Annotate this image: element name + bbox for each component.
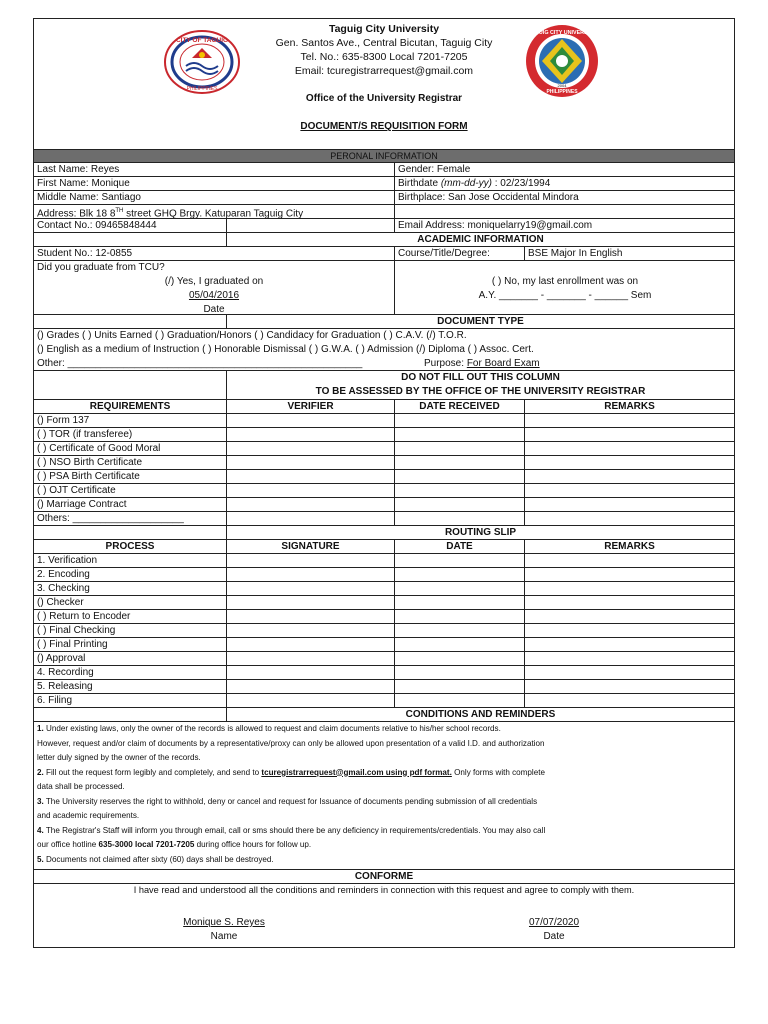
conforme-body: [34, 883, 734, 948]
condition-line: [37, 840, 731, 849]
date-received-cell[interactable]: [394, 498, 524, 512]
verifier-cell[interactable]: [226, 470, 394, 484]
middle-name-field[interactable]: Middle Name: Santiago: [37, 192, 141, 203]
routing-date-cell[interactable]: [394, 680, 524, 694]
verifier-col-header: VERIFIER: [226, 400, 394, 414]
last-name-field[interactable]: Last Name: Reyes: [37, 164, 120, 175]
condition-text: Under existing laws, only the owner of the records is allowed to request and claim documents relative to his/her school records.: [43, 724, 501, 733]
verifier-cell[interactable]: [226, 442, 394, 456]
office-name: Office of the University Registrar: [305, 93, 463, 104]
condition-line: [37, 768, 731, 777]
address-empty-cell: [394, 205, 734, 219]
verifier-cell[interactable]: [226, 512, 394, 526]
birthdate-format: (mm-dd-yy): [440, 178, 492, 189]
routing-remarks-cell[interactable]: [524, 554, 734, 568]
remarks-cell[interactable]: [524, 498, 734, 512]
conditions-title-row: [34, 707, 734, 722]
signature-cell[interactable]: [226, 568, 394, 582]
academic-year-line[interactable]: A.Y. _______ - _______ - ______ Sem: [478, 290, 652, 301]
document-type-cell: [34, 329, 734, 371]
condition-line: [37, 739, 731, 748]
university-telephone: Tel. No.: 635-8300 Local 7201-7205: [300, 51, 468, 63]
routing-row: [34, 581, 734, 596]
condition-number: 3.: [37, 796, 44, 806]
date-received-cell[interactable]: [394, 442, 524, 456]
signatory-name-label: Name: [210, 931, 238, 942]
requirement-row: [34, 469, 734, 484]
verifier-cell[interactable]: [226, 456, 394, 470]
remarks-cell[interactable]: [524, 484, 734, 498]
condition-number: 1.: [37, 724, 44, 733]
course-label: Course/Title/Degree:: [394, 247, 524, 261]
routing-remarks-cell[interactable]: [524, 624, 734, 638]
verifier-cell[interactable]: [226, 498, 394, 512]
condition-text: Documents not claimed after sixty (60) days shall be destroyed.: [43, 854, 274, 864]
condition-line: [37, 724, 731, 733]
condition-text: The University reserves the right to withhold, deny or cancel and request for Issuance of documents pending submission of all credentials: [43, 796, 538, 806]
routing-remarks-cell[interactable]: [524, 680, 734, 694]
purpose-label: Purpose:: [424, 358, 467, 369]
logo-left-subtext: PHILIPPINES: [186, 86, 218, 92]
requirements-col-header: REQUIREMENTS: [89, 401, 171, 412]
personal-row-2: [34, 176, 734, 191]
document-type-other[interactable]: Other: _____________________________________________________: [37, 358, 363, 369]
date-received-cell[interactable]: [394, 456, 524, 470]
purpose-field[interactable]: [424, 357, 540, 370]
routing-step: ( ) Final Checking: [37, 625, 116, 636]
signature-cell[interactable]: [226, 680, 394, 694]
condition-email-link[interactable]: tcuregistrarrequest@gmail.com using pdf format.: [261, 767, 452, 777]
requirement-item[interactable]: () Form 137: [37, 415, 90, 426]
routing-date-cell[interactable]: [394, 596, 524, 610]
conforme-statement: I have read and understood all the conditions and reminders in connection with this request and agree to comply with them.: [133, 885, 635, 895]
university-email: Email: tcuregistrarrequest@gmail.com: [294, 65, 474, 77]
routing-date-cell[interactable]: [394, 582, 524, 596]
routing-step: 5. Releasing: [37, 681, 93, 692]
signature-cell[interactable]: [226, 638, 394, 652]
routing-remarks-cell[interactable]: [524, 694, 734, 708]
remarks-cell[interactable]: [524, 442, 734, 456]
birthdate-label: Birthdate: [398, 178, 441, 189]
date-col-header: DATE: [394, 540, 524, 554]
graduated-no-option[interactable]: ( ) No, my last enrollment was on: [491, 276, 639, 287]
routing-step: ( ) Final Printing: [37, 639, 108, 650]
routing-step: () Checker: [37, 597, 84, 608]
routing-remarks-cell[interactable]: [524, 582, 734, 596]
personal-info-title: PERONAL INFORMATION: [330, 151, 438, 161]
routing-row: [34, 567, 734, 582]
condition-text-after: during office hours for follow up.: [194, 840, 312, 849]
routing-step: 4. Recording: [37, 667, 94, 678]
requirement-item[interactable]: ( ) Certificate of Good Moral: [37, 443, 161, 454]
registrar-title-row: [34, 370, 734, 400]
requisition-form: [33, 18, 735, 948]
signatory-name[interactable]: Monique S. Reyes: [183, 917, 265, 928]
condition-text: our office hotline: [37, 840, 99, 849]
requirements-header-row: [34, 399, 734, 414]
graduated-yes-option[interactable]: (/) Yes, I graduated on: [164, 276, 264, 287]
university-name: Taguig City University: [328, 23, 440, 35]
requirement-item[interactable]: ( ) NSO Birth Certificate: [37, 457, 143, 468]
personal-row-5: [34, 218, 734, 233]
requirement-row: [34, 455, 734, 470]
routing-remarks-cell[interactable]: [524, 568, 734, 582]
condition-number: 2.: [37, 767, 44, 777]
requirement-row: [34, 441, 734, 456]
address-part-2: street GHQ Brgy. Katuparan Taguig City: [123, 208, 304, 219]
graduation-date-label: Date: [203, 304, 225, 315]
routing-date-cell[interactable]: [394, 554, 524, 568]
address-field[interactable]: [34, 205, 394, 219]
condition-text: and academic requirements.: [37, 811, 140, 820]
first-name-field[interactable]: First Name: Monique: [37, 178, 130, 189]
signature-cell[interactable]: [226, 610, 394, 624]
routing-row: [34, 637, 734, 652]
remarks-cell[interactable]: [524, 470, 734, 484]
date-received-cell[interactable]: [394, 484, 524, 498]
routing-row: [34, 693, 734, 708]
condition-line: [37, 797, 731, 806]
condition-line: [37, 811, 731, 820]
registrar-title-1: DO NOT FILL OUT THIS COLUMN: [401, 372, 560, 383]
date-received-cell[interactable]: [394, 470, 524, 484]
signature-cell[interactable]: [226, 652, 394, 666]
requirement-item[interactable]: () Marriage Contract: [37, 499, 127, 510]
form-title: DOCUMENT/S REQUISITION FORM: [300, 121, 468, 132]
graduation-row: [34, 260, 734, 315]
purpose-value: For Board Exam: [466, 358, 540, 369]
requirement-row: [34, 483, 734, 498]
process-col-header: PROCESS: [105, 541, 155, 552]
date-received-cell[interactable]: [394, 414, 524, 428]
requirement-row: [34, 413, 734, 428]
routing-date-cell[interactable]: [394, 652, 524, 666]
personal-info-band: [34, 149, 734, 163]
requirement-row: [34, 511, 734, 526]
requirement-row: [34, 427, 734, 442]
signature-cell[interactable]: [226, 582, 394, 596]
conforme-title: CONFORME: [354, 871, 414, 882]
condition-text: Fill out the request form legibly and completely, and send to: [43, 767, 262, 777]
verifier-cell[interactable]: [226, 484, 394, 498]
routing-date-cell[interactable]: [394, 694, 524, 708]
condition-text-after: Only forms with complete: [451, 767, 545, 777]
document-type-line-2[interactable]: () English as a medium of Instruction ( ) Honorable Dismissal ( ) G.W.A. ( ) Admission (/) Diploma ( ) Assoc. Cert.: [37, 344, 534, 355]
routing-step: 1. Verification: [37, 555, 98, 566]
requirement-item[interactable]: ( ) OJT Certificate: [37, 485, 116, 496]
course-field[interactable]: BSE Major In English: [524, 247, 734, 261]
date-received-col-header: DATE RECEIVED: [394, 400, 524, 414]
routing-row: [34, 665, 734, 680]
personal-row-4: [34, 204, 734, 219]
condition-text: data shall be processed.: [37, 782, 125, 791]
condition-text: However, request and/or claim of documents by a representative/proxy can only be allowed upon presentation of a valid I.D. and authorization: [37, 738, 545, 748]
signed-date-label: Date: [543, 931, 565, 942]
tcu-seal-logo: [524, 23, 600, 99]
routing-header-row: [34, 539, 734, 554]
condition-line: [37, 753, 731, 762]
signature-cell[interactable]: [226, 554, 394, 568]
form-header: [34, 19, 734, 149]
condition-line: [37, 826, 731, 835]
birthdate-value: : 02/23/1994: [491, 178, 551, 189]
signature-cell[interactable]: [226, 596, 394, 610]
university-address: Gen. Santos Ave., Central Bicutan, Taguig City: [275, 37, 493, 49]
routing-slip-title: ROUTING SLIP: [226, 526, 734, 540]
routing-step: ( ) Return to Encoder: [37, 611, 131, 622]
graduate-question: Did you graduate from TCU?: [37, 262, 165, 273]
routing-remarks-cell[interactable]: [524, 596, 734, 610]
email-field[interactable]: Email Address: moniquelarry19@gmail.com: [394, 219, 734, 233]
requirement-item[interactable]: Others: ____________________: [37, 513, 184, 524]
personal-row-3: [34, 190, 734, 205]
logo-left-text: CITY OF TAGUIG: [175, 37, 229, 44]
routing-remarks-col-header: REMARKS: [524, 540, 734, 554]
date-received-cell[interactable]: [394, 428, 524, 442]
remarks-col-header: REMARKS: [524, 400, 734, 414]
academic-title-row: [34, 232, 734, 247]
registrar-title-2: TO BE ASSESSED BY THE OFFICE OF THE UNIVERSITY REGISTRAR: [315, 386, 646, 397]
requirement-row: [34, 497, 734, 512]
routing-row: [34, 595, 734, 610]
document-type-options: [34, 328, 734, 371]
signature-cell[interactable]: [226, 694, 394, 708]
remarks-cell[interactable]: [524, 512, 734, 526]
routing-row: [34, 553, 734, 568]
routing-remarks-cell[interactable]: [524, 638, 734, 652]
routing-date-cell[interactable]: [394, 624, 524, 638]
routing-row: [34, 623, 734, 638]
conditions-title: CONDITIONS AND REMINDERS: [226, 708, 734, 722]
conforme-title-row: [34, 869, 734, 884]
routing-title-row: [34, 525, 734, 540]
document-type-title-row: [34, 314, 734, 329]
routing-date-cell[interactable]: [394, 666, 524, 680]
logo-right-subtext: PHILIPPINES: [546, 89, 578, 95]
academic-info-title: ACADEMIC INFORMATION: [226, 233, 734, 247]
graduation-left-cell: [34, 261, 394, 315]
condition-line: [37, 855, 731, 864]
address-part-1: Address: Blk 18 8: [37, 208, 116, 219]
verifier-cell[interactable]: [226, 428, 394, 442]
routing-date-cell[interactable]: [394, 638, 524, 652]
routing-step: 6. Filing: [37, 695, 73, 706]
registrar-title-cell: [226, 371, 734, 400]
condition-number: 5.: [37, 854, 44, 864]
academic-row-1: [34, 246, 734, 261]
document-type-title: DOCUMENT TYPE: [226, 315, 734, 329]
signature-col-header: SIGNATURE: [226, 540, 394, 554]
routing-date-cell[interactable]: [394, 568, 524, 582]
logo-right-year: 2004: [557, 83, 567, 88]
personal-row-1: [34, 162, 734, 177]
requirement-item[interactable]: ( ) PSA Birth Certificate: [37, 471, 140, 482]
routing-step: 3. Checking: [37, 583, 90, 594]
remarks-cell[interactable]: [524, 456, 734, 470]
requirement-item[interactable]: ( ) TOR (if transferee): [37, 429, 133, 440]
signed-date[interactable]: 07/07/2020: [528, 917, 580, 928]
birthdate-field[interactable]: [394, 177, 734, 191]
routing-step: () Approval: [37, 653, 86, 664]
gender-field[interactable]: Gender: Female: [394, 163, 734, 177]
student-number-field[interactable]: Student No.: 12-0855: [37, 248, 133, 259]
signature-cell[interactable]: [226, 666, 394, 680]
contact-field[interactable]: Contact No.: 09465848444: [37, 220, 157, 231]
document-type-line-1[interactable]: () Grades ( ) Units Earned ( ) Graduation/Honors ( ) Candidacy for Graduation ( ) C.A.V. (/) T.O.R.: [37, 330, 467, 341]
remarks-cell[interactable]: [524, 428, 734, 442]
logo-right-text: TAGUIG CITY UNIVERSITY: [527, 30, 597, 36]
verifier-cell[interactable]: [226, 414, 394, 428]
signature-cell[interactable]: [226, 624, 394, 638]
graduation-date[interactable]: 05/04/2016: [188, 290, 240, 301]
condition-line: [37, 782, 731, 791]
address-superscript: TH: [115, 208, 124, 214]
date-received-cell[interactable]: [394, 512, 524, 526]
condition-text: The Registrar's Staff will inform you through email, call or sms should there be any deficiency in requirements/credentials. You may also call: [43, 825, 546, 835]
condition-hotline: 635-3000 local 7201-7205: [98, 840, 195, 849]
condition-number: 4.: [37, 825, 44, 835]
conditions-body: [34, 721, 734, 870]
contact-empty-cell: [226, 219, 394, 233]
birthplace-field[interactable]: Birthplace: San Jose Occidental Mindora: [394, 191, 734, 205]
remarks-cell[interactable]: [524, 414, 734, 428]
routing-row: [34, 609, 734, 624]
graduation-right-cell: [394, 261, 734, 315]
routing-row: [34, 679, 734, 694]
routing-remarks-cell[interactable]: [524, 666, 734, 680]
routing-remarks-cell[interactable]: [524, 610, 734, 624]
routing-date-cell[interactable]: [394, 610, 524, 624]
routing-remarks-cell[interactable]: [524, 652, 734, 666]
condition-text: letter duly signed by the owner of the records.: [37, 753, 201, 762]
routing-step: 2. Encoding: [37, 569, 90, 580]
routing-row: [34, 651, 734, 666]
